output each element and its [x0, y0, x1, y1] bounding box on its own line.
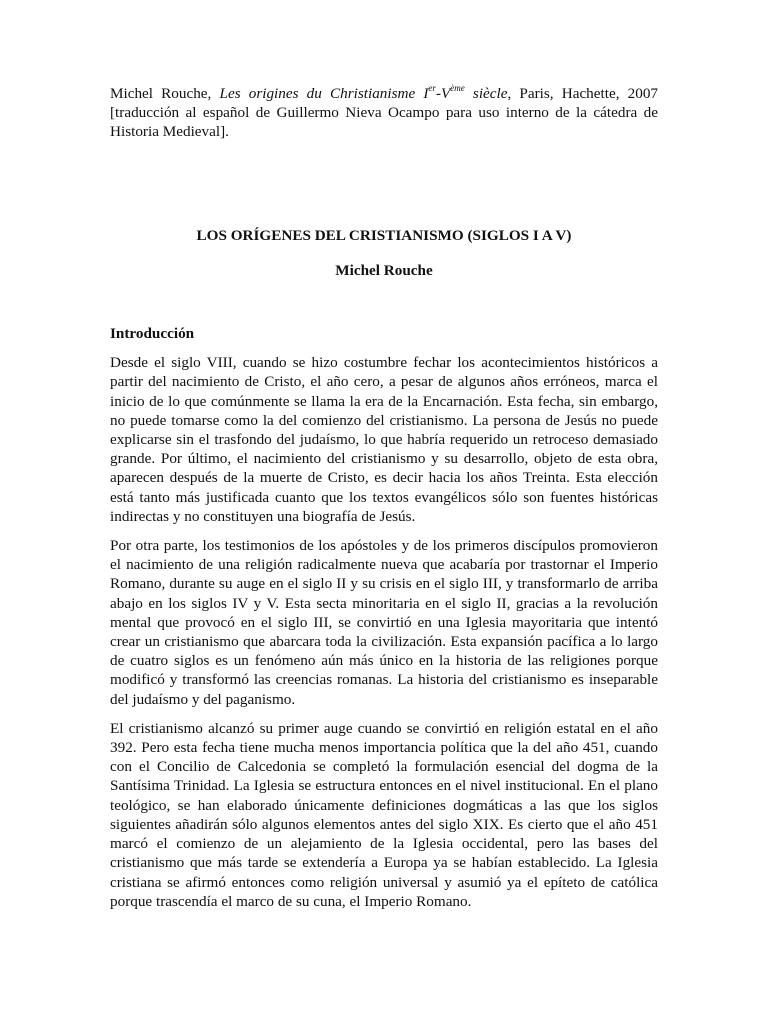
paragraph-3: El cristianismo alcanzó su primer auge cuando se convirtió en religión estatal en el año 392. Pero esta fecha tiene mucha menos importancia política que la del año 451, cuando con el Concilio de Calcedonia se completó la formulación esencial del dogma de la Santísima Trinidad. La Iglesia se estructura entonces en el nivel institucional. En el plano teológico, se han elaborado únicamente definiciones dogmáticas a las que los siglos siguientes añadirán sólo algunos elementos antes del siglo XIX. Es cierto que el año 451 marcó el comienzo de un alejamiento de la Iglesia occidental, pero las bases del cristianismo que más tarde se extendería a Europa ya se habían establecido. La Iglesia cristiana se afirmó entonces como religión universal y asumió ya el epíteto de católica porque trascendía el marco de su cuna, el Imperio Romano. [110, 719, 658, 910]
document-page [110, 84, 658, 921]
title-block [110, 226, 658, 280]
citation-publication: , Paris, Hachette, 2007 [traducción al español de Guillermo Nieva Ocampo para uso interno de la cátedra de Historia Medieval]. [110, 85, 659, 141]
citation [110, 84, 658, 142]
section-heading: Introducción [110, 325, 195, 343]
citation-author: Michel Rouche, [110, 85, 220, 102]
paragraph-1: Desde el siglo VIII, cuando se hizo costumbre fechar los acontecimientos históricos a partir del nacimiento de Cristo, el año cero, a pesar de algunos años erróneos, marca el inicio de lo que comúnmente se llama la era de la Encarnación. Esta fecha, sin embargo, no puede tomarse como la del comienzo del cristianismo. La persona de Jesús no puede explicarse sin el trasfondo del judaísmo, lo que habría requerido un retroceso demasiado grande. Por último, el nacimiento del cristianismo y su desarrollo, objeto de esta obra, aparecen después de la muerte de Cristo, es decir hacia los años Treinta. Esta elección está tanto más justificada cuanto que los textos evangélicos sólo son fuentes históricas indirectas y no constituyen una biografía de Jesús. [110, 354, 658, 525]
paragraph-2: Por otra parte, los testimonios de los apóstoles y de los primeros discípulos promovieron el nacimiento de una religión radicalmente nueva que acabaría por trastornar el Imperio Romano, durante su auge en el siglo II y su crisis en el siglo III, y transformarlo de arriba abajo en los siglos IV y V. Esta secta minoritaria en el siglo II, gracias a la revolución mental que provocó en el siglo III, se convirtió en una Iglesia mayoritaria que intentó crear un cristianismo que abarcara toda la civilización. Esta expansión pacífica a lo largo de cuatro siglos es un fenómeno aún más único en la historia de las religiones porque modificó y transformó las creencias romanas. La historia del cristianismo es inseparable del judaísmo y del paganismo. [110, 537, 658, 708]
document-author: Michel Rouche [335, 261, 433, 279]
document-title: LOS ORÍGENES DEL CRISTIANISMO (SIGLOS I A V) [196, 226, 572, 244]
citation-book-title: Les origines du Christianisme Ier-Vème siècle [219, 82, 508, 102]
